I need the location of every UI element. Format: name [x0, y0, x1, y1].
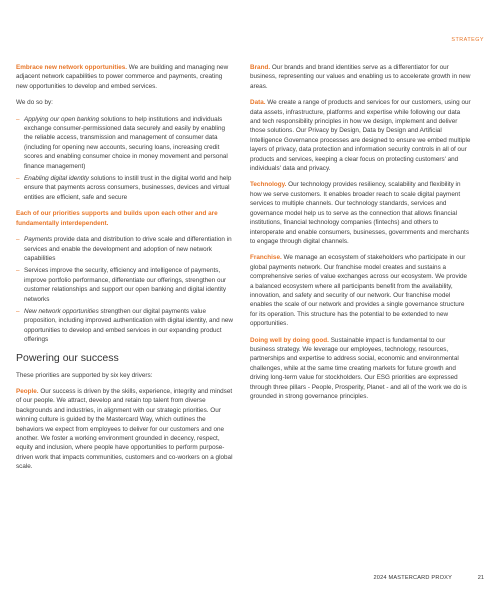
text-people: Our success is driven by the skills, experience, integrity and mindset of our people. We attract, develop and retain top talent from diverse backgrounds and industries, in alignment with our strategic priorities. Our winning culture is guided by the Mastercard Way, which outlines the behaviors we expect from employees to deliver for our customers and one another. We foster a working environment grounded in decency, respect, equity and inclusion, where people have opportunities to perform purpose-driven work that impacts communities, customers and co-workers on a global scale. [16, 387, 233, 471]
bullet-text: solutions to help institutions and individuals exchange consumer-permissioned data securely and easily by enabling the reliable access, transmission and management of consumer data (including for opening new accounts, securing loans, increasing credit scores and enabling consumer choice in money movement and personal finance management) [24, 115, 228, 170]
paragraph-data [250, 98, 472, 173]
bullet-list-priorities [16, 235, 233, 344]
paragraph-we-do-so: We do so by: [16, 99, 53, 107]
paragraph-franchise [250, 253, 472, 328]
text-franchise: We manage an ecosystem of stakeholders who participate in our global payments network. Our franchise model creates and sustains a comprehensive series of value exchanges across our ecosystem. We provide a balanced ecosystem where all participants benefit from the availability, innovation, and safety and security of our network. Our franchise model enables the scale of our network and provides a single governance structure for its operation. This structure has the potential to be extended to new opportunities. [250, 254, 468, 328]
interdependent-lead: Each of our priorities supports and builds upon each other and are fundamentally interdependent. [16, 210, 218, 227]
lead-brand: Brand. [250, 64, 271, 71]
bullet-text: solutions to instill trust in the digital world and help ensure that payments across consumers, businesses, devices and virtual entities are efficient, safe and secure [24, 175, 232, 201]
bullet-italic: Applying our open banking [24, 115, 100, 123]
bullet-italic: Enabling digital identity [24, 175, 89, 183]
paragraph-brand [250, 63, 472, 91]
paragraph-network-opportunities [16, 63, 233, 91]
lead-franchise: Franchise. [250, 254, 282, 262]
bullet-italic: Payments [24, 236, 53, 244]
list-item [16, 307, 233, 345]
text-network-opportunities: We are building and managing new adjacent network capabilities to power commerce and payments, creating new opportunities to develop and embed services. [16, 64, 229, 90]
text-doing-well: Sustainable impact is fundamental to our business strategy. We leverage our employees, technology, resources, partnerships and expertise to address social, economic and environmental challenges, while at the same time creating markets for future growth and driving long-term value for stockholders. Our ESG priorities are expressed through three pillars - People, Prosperity, Planet - and all of the work we do is grounded in strong governance principles. [250, 336, 467, 400]
footer-document-title: 2024 MASTERCARD PROXY [373, 575, 452, 581]
text-data: We create a range of products and services for our customers, using our data assets, infrastructure, platforms and expertise while following our data and tech responsibility principles in how we design, implement and deliver those solutions. Our Privacy by Design, Data by Design and Artificial Intelligence Governance processes are designed to ensure we embed multiple layers of privacy, data protection and information security controls in all of our products and services, keeping a clear focus on protecting customers' and individuals' data and privacy. [250, 99, 471, 173]
paragraph-technology [250, 180, 472, 246]
lead-data: Data. [250, 99, 266, 107]
page-number: 21 [477, 575, 484, 581]
paragraph-drivers-intro: These priorities are supported by six key drivers: [16, 371, 153, 379]
lead-doing-well: Doing well by doing good. [250, 336, 329, 344]
text-technology: Our technology provides resiliency, scalability and flexibility in how we serve customers. It enables broader reach to scale digital payment services to multiple channels. Our technology standards, services and governance model help us to serve as the connection that allows financial institutions, financial technology companies (fintechs) and others to interoperate and enable consumers, businesses, governments and merchants to engage through digital channels. [250, 181, 469, 245]
left-column [16, 63, 233, 479]
list-item [16, 266, 233, 304]
list-item [16, 235, 233, 263]
list-item [16, 115, 233, 171]
bullet-italic: New network opportunities [24, 307, 99, 315]
list-item [16, 174, 233, 202]
bullet-list-network [16, 115, 233, 203]
bullet-text: strengthen our digital payments value proposition, including improved authentication with digital identity, and new opportunities to develop and embed services in our expanding product offerings [24, 307, 233, 344]
right-column [250, 63, 472, 408]
lead-technology: Technology. [250, 181, 287, 189]
paragraph-people [16, 387, 233, 472]
paragraph-doing-well [250, 336, 472, 402]
lead-network-opportunities: Embrace new network opportunities. [16, 64, 128, 71]
text-brand: Our brands and brand identities serve as a differentiator for our business, representing our values and enabling us to accelerate growth in new areas. [250, 64, 471, 90]
bullet-text: Services improve the security, efficiency and intelligence of payments, improve portfolio performance, differentiate our offerings, strengthen our customer relationships and support our open banking and digital identity networks [24, 267, 227, 303]
section-heading: Powering our success [16, 351, 119, 364]
bullet-text: provide data and distribution to drive scale and differentiation in services and enable the development and adoption of new network capabilities [24, 236, 232, 262]
section-label: STRATEGY [451, 37, 484, 43]
lead-people: People. [16, 387, 39, 395]
